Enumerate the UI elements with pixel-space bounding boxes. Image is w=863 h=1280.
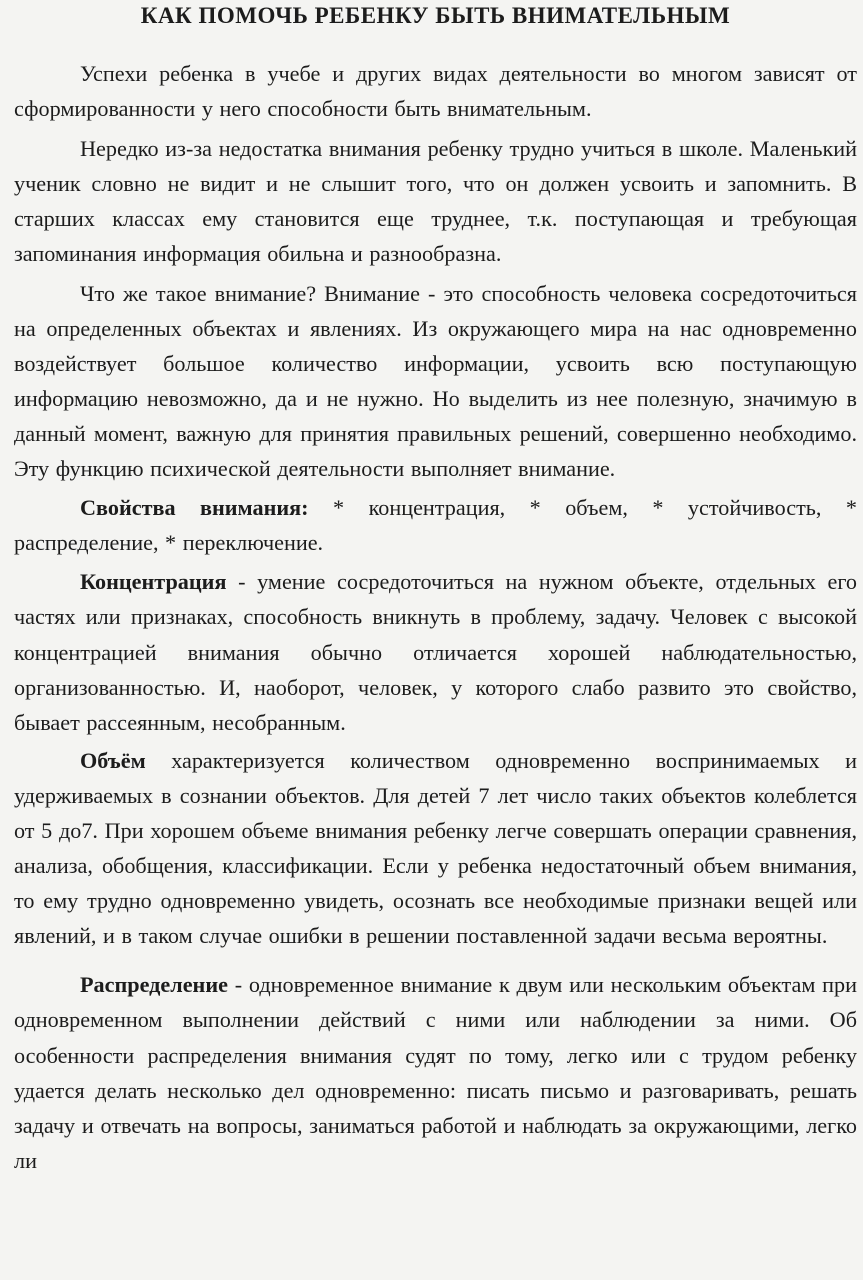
paragraph-intro: [14, 56, 857, 126]
paragraph-heading: Концентрация: [80, 569, 227, 595]
paragraph-text: * концентрация, * объем, * устойчивость, * распределение, * переключение.: [14, 495, 858, 556]
paragraph-text: Нередко из-за недостатка внимания ребенку трудно учиться в школе. Маленький ученик словно не видит и не слышит того, что он должен усвоить и запомнить. В старших классах ему становится еще труднее, т.к. поступающая и требующая запоминания информация обильна и разнообразна.: [14, 136, 857, 267]
paragraph-text: Успехи ребенка в учебе и других видах деятельности во многом зависят от сформированности у него способности быть внимательным.: [14, 61, 857, 122]
heading-separator: [226, 569, 238, 594]
paragraph-text: Что же такое внимание? Внимание - это способность человека сосредоточиться на определенных объектах и явлениях. Из окружающего мира на нас одновременно воздействует большое количество информации, усвоить всю поступающую информацию невозможно, да и не нужно. Но выделить из нее полезную, значимую в данный момент, важную для принятия правильных решений, совершенно необходимо. Эту функцию психической деятельности выполняет внимание.: [14, 280, 857, 482]
heading-separator: [309, 495, 333, 520]
paragraph-distribution: [14, 967, 857, 1178]
paragraph-volume: [14, 743, 857, 954]
paragraph-text: - одновременное внимание к двум или нескольким объектам при одновременном выполнении действий с ними или наблюдении за ними. Об особенности распределения внимания судят по тому, легко или с трудом ребенку удается делать несколько дел одновременно: писать письмо и разговаривать, решать задачу и отвечать на вопросы, заниматься работой и наблюдать за окружающими, легко ли: [14, 972, 857, 1173]
heading-separator: [146, 748, 171, 773]
heading-separator: [228, 972, 235, 997]
paragraph-text: - умение сосредоточиться на нужном объекте, отдельных его частях или признаках, способность вникнуть в проблему, задачу. Человек с высокой концентрацией внимания обычно отличается хорошей наблюдательностью, организованностью. И, наоборот, человек, у которого слабо развито это свойство, бывает рассеянным, несобранным.: [14, 569, 858, 735]
paragraph-concentration: [14, 564, 857, 739]
paragraph-properties: [14, 490, 857, 560]
paragraph-text: характеризуется количеством одновременно воспринимаемых и удерживаемых в сознании объектов. Для детей 7 лет число таких объектов колеблется от 5 до7. При хорошем объеме внимания ребенку легче совершать операции сравнения, анализа, обобщения, классификации. Если у ребенка недостаточный объем внимания, то ему трудно одновременно увидеть, осознать все необходимые признаки вещей или явлений, и в таком случае ошибки в решении поставленной задачи весьма вероятны.: [14, 747, 857, 949]
paragraph-heading: Объём: [80, 747, 146, 773]
document-title: КАК ПОМОЧЬ РЕБЕНКУ БЫТЬ ВНИМАТЕЛЬНЫМ: [140, 3, 731, 28]
paragraph-attention-deficit: [14, 131, 857, 271]
paragraph-heading: Распределение: [80, 972, 228, 998]
paragraph-definition: [14, 276, 857, 487]
paragraph-heading: Свойства внимания:: [80, 495, 309, 521]
